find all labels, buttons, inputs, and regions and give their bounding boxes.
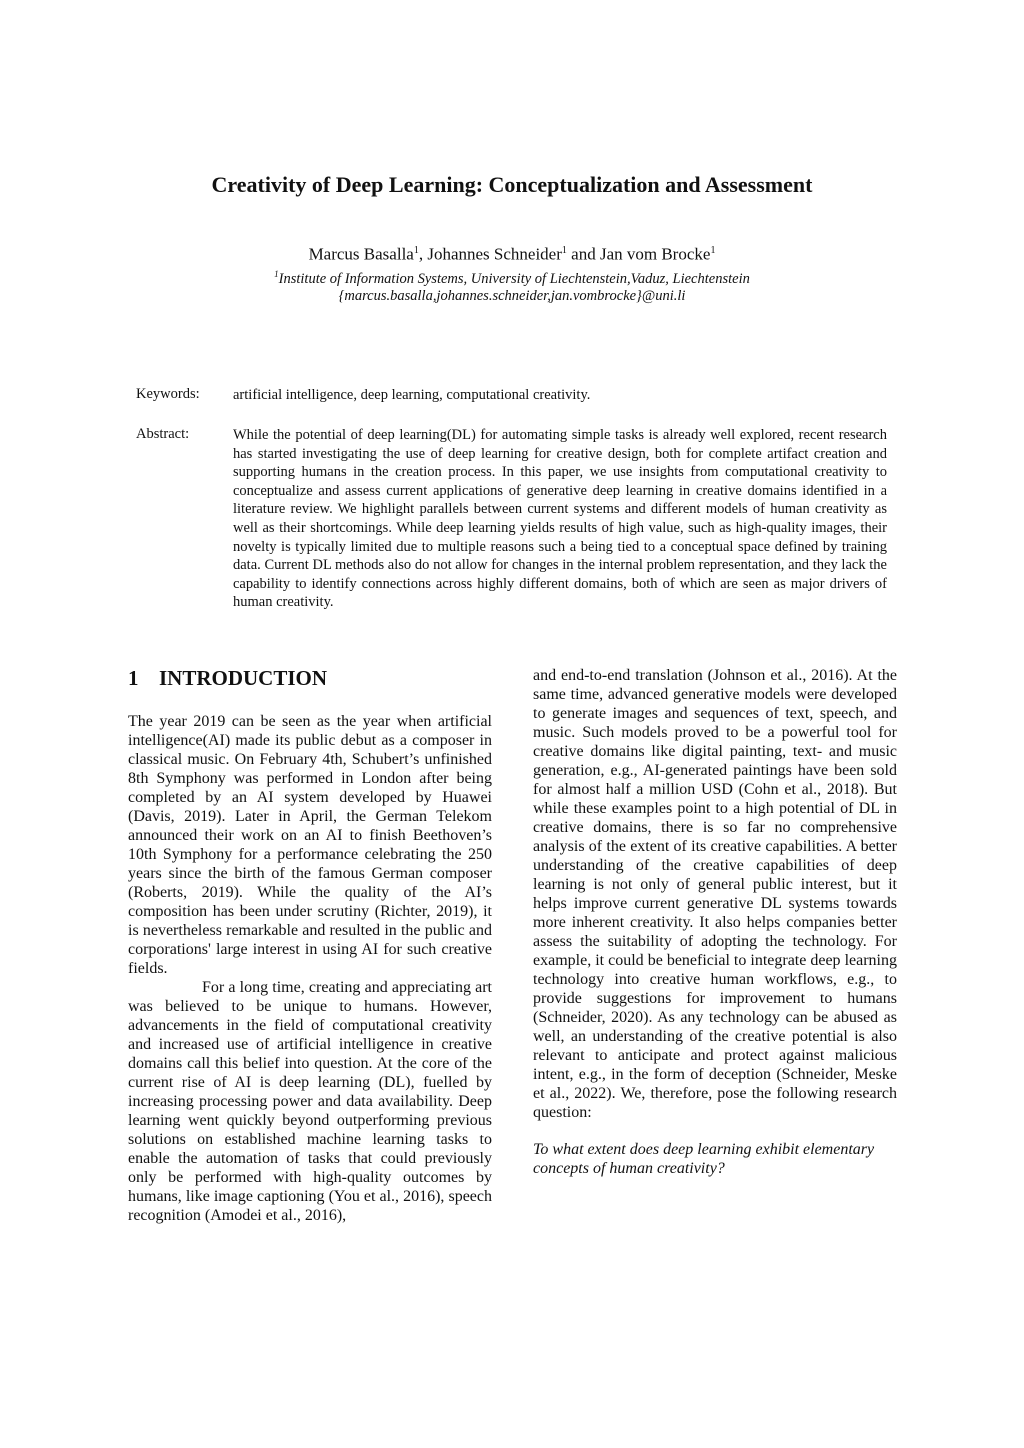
author-emails: {marcus.basalla,johannes.schneider,jan.vombrocke}@uni.li <box>338 288 686 304</box>
author-list <box>0 240 1024 266</box>
author-separator: and <box>566 244 600 264</box>
intro-paragraph-2: For a long time, creating and appreciating art was believed to be unique to humans. However, advancements in the field of computational creativity and increased use of artificial intelligence in creative domains call this belief into question. At the core of the current rise of AI is deep learning (DL), fuelled by increasing processing power and data availability. Deep learning went quickly beyond outperforming previous solutions on established machine learning tasks to enable the automation of tasks that could previously only be performed with high-quality outcomes by humans, like image captioning (You et al., 2016), speech recognition (Amodei et al., 2016), <box>128 979 492 1224</box>
affiliation-marker: 1 <box>561 245 567 256</box>
section-number: 1 <box>128 666 139 690</box>
intro-paragraph-3: and end-to-end translation (Johnson et al., 2016). At the same time, advanced generative models were developed to generate images and sequences of text, speech, and music. Such models proved to be a powerful tool for creative domains like digital painting, text- and music generation, e.g., AI-generated paintings have been sold for almost half a million USD (Cohn et al., 2018). But while these examples point to a high potential of DL in creative domains, there is so far no comprehensive analysis of the extent of its creative capabilities. A better understanding of the creative capabilities of deep learning is not only of general public interest, but it helps improve current generative DL systems towards more inherent creativity. It also helps companies better assess the suitability of adopting the technology. For example, it could be beneficial to integrate deep learning technology into creative human workflows, e.g., to provide suggestions for improvement to humans (Schneider, 2020). As any technology can be abused as well, an understanding of the creative potential is also relevant to anticipate and protect against malicious intent, e.g., in the form of deception (Schneider, Meske et al., 2022). We, therefore, pose the following research question: <box>533 667 897 1121</box>
abstract-label: Abstract: <box>136 426 190 442</box>
abstract-text: While the potential of deep learning(DL) for automating simple tasks is already well explored, recent research has started investigating the use of deep learning for creative design, both for complete artifact creation and supporting humans in the creation process. In this paper, we use insights from computational creativity to conceptualize and assess current applications of generative deep learning in creative domains identified in a literature review. We highlight parallels between current systems and different models of human creativity as well as their shortcomings. While deep learning yields results of high value, such as high-quality images, their novelty is typically limited due to multiple reasons such a being tied to a conceptual space defined by training data. Current DL methods also do not allow for changes in the internal problem representation, and they lack the capability to identify connections across highly different domains, both of which are seen as major drivers of human creativity. <box>233 427 887 611</box>
research-question: To what extent does deep learning exhibit elementary concepts of human creativity? <box>533 1141 875 1177</box>
affiliation-marker: 1 <box>413 245 419 256</box>
keywords-label: Keywords: <box>136 386 200 402</box>
affiliation-text: Institute of Information Systems, University of Liechtenstein,Vaduz, Liechtenstein <box>278 270 750 287</box>
author-name: Jan vom Brocke <box>599 244 711 264</box>
section-title: INTRODUCTION <box>159 666 328 690</box>
paper-title: Creativity of Deep Learning: Conceptualization and Assessment <box>211 172 813 197</box>
author-name: Johannes Schneider <box>427 244 562 264</box>
author-separator: , <box>418 244 428 264</box>
right-column <box>533 666 897 1178</box>
section-heading-introduction <box>128 666 327 691</box>
intro-paragraph-1: The year 2019 can be seen as the year when artificial intelligence(AI) made its public debut as a composer in classical music. On February 4th, Schubert’s unfinished 8th Symphony was performed in London after being completed by an AI system developed by Huawei (Davis, 2019). Later in April, the German Telekom announced their work on an AI to finish Beethoven’s 10th Symphony for a performance celebrating the 250 years since the birth of the famous German composer (Roberts, 2019). While the quality of the AI’s composition has been under scrutiny (Richter, 2019), it is nevertheless remarkable and resulted in the public and corporations' large interest in using AI for such creative fields. <box>128 713 492 977</box>
left-column <box>128 712 492 1225</box>
author-name: Marcus Basalla <box>308 244 414 264</box>
affiliation-marker: 1 <box>710 245 716 256</box>
affiliation-marker: 1 <box>274 269 279 279</box>
keywords-text: artificial intelligence, deep learning, computational creativity. <box>233 387 591 403</box>
